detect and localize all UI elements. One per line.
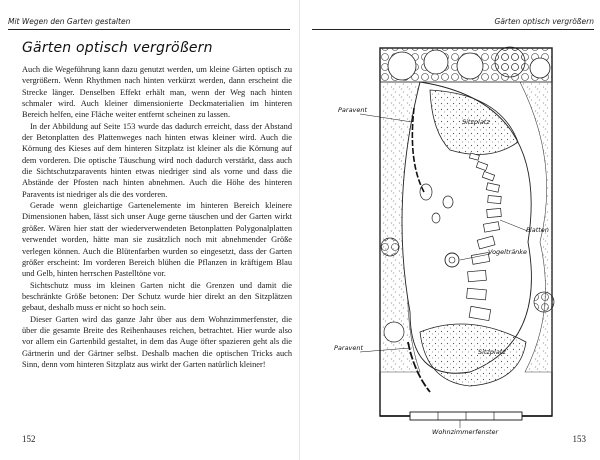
shrub (381, 238, 399, 256)
left-running-head: Mit Wegen den Garten gestalten (8, 10, 290, 30)
body-text (22, 64, 292, 370)
right-page-number: 153 (572, 434, 586, 444)
label-paravent-top: Paravent (338, 106, 368, 114)
label-sitzplatz-bottom: Sitzplatz (478, 348, 506, 356)
shrub (534, 292, 554, 312)
label-sitzplatz-top: Sitzplatz (462, 118, 490, 126)
label-paravent-bottom: Paravent (334, 344, 364, 352)
tree (530, 58, 550, 78)
shrub (420, 184, 432, 200)
garden-plan-drawing (350, 42, 590, 442)
label-vogeltraenke: Vogeltränke (488, 248, 528, 256)
paragraph-5: Dieser Garten wird das ganze Jahr über aus dem Wohnzimmerfenster, die über die gesamte Breite des Reihenhauses reichen, betrachtet. Hier wurde also vor allem ein Gartenbild gestaltet, in dem das Auge öfter spazieren geht als die Gärtnerin und der Gärtner selbst. Deshalb machen die optischen Tricks auch Sinn, denn vom hinteren Sitzplatz aus wirkt der Garten natürlich kleiner! (22, 314, 292, 369)
paragraph-2: In der Abbildung auf Seite 153 wurde das dadurch erreicht, dass der Abstand der Betonplatten des Plattenweges nach hinten etwas kleiner wird. Auch die Körnung des Kieses auf dem hinteren Sitzplatz ist kleiner als die Körnung auf dem vorderen. Die optische Täuschung wird noch dadurch verstärkt, dass auch die Sichtschutzparavents hinten etwas niedriger sind als vorne und dass die Abstände der Pfosten nach hinten abnehmen. Auch die Höhe des hinteren Paravents ist niedriger als die des vorderen. (22, 121, 292, 199)
tree (388, 52, 416, 80)
tree (424, 50, 448, 74)
shrub (432, 213, 440, 223)
paragraph-1: Auch die Wegeführung kann dazu genutzt werden, um kleine Gärten optisch zu vergrößern. Wenn Rhythmen nach hinten verkürzt werden, dann erscheint die Strecke länger. Denselben Effekt erhält man, wenn der Weg nach hinten schmaler wird. Auch kleiner dimensionierte Deckmaterialien im hinteren Bereich helfen, eine Fläche weiter entfernt scheinen zu lassen. (22, 65, 292, 120)
label-platten: Platten (526, 226, 549, 234)
tree (495, 47, 525, 77)
section-title: Gärten optisch vergrößern (22, 40, 213, 56)
tree (457, 53, 483, 79)
label-wohnzimmerfenster: Wohnzimmerfenster (432, 428, 499, 436)
right-page (300, 0, 600, 460)
garden-plan (334, 42, 590, 442)
paragraph-3: Gerade wenn gleichartige Gartenelemente im hinteren Bereich kleinere Dimensionen haben, lässt sich unser Auge gerne täuschen und der Garten wirkt größer. Wären hier statt der wiederverwendeten Betonplatten Polygonalplatten verwendet worden, hätte man sie zusätzlich noch mit abnehmender Größe verlegen können. Auch die Blütenfarben wurden so eingesetzt, dass der Garten größer erscheint: Im vorderen Bereich blühen die Pflanzen in kräftigem Blau und Gelb, hinten herrschen Pastelltöne vor. (22, 201, 292, 279)
bird-bath-inner (449, 257, 455, 263)
left-page-number: 152 (22, 434, 36, 444)
shrub (443, 196, 453, 208)
right-running-head: Gärten optisch vergrößern (312, 10, 594, 30)
shrub (384, 322, 404, 342)
paragraph-4: Sichtschutz muss im kleinen Garten nicht die Grenzen und damit die beschränkte Größe betonen: Der Schutz wurde hier direkt an den Sitzplätzen gebaut, deshalb muss er nicht so hoch sein. (22, 280, 292, 313)
